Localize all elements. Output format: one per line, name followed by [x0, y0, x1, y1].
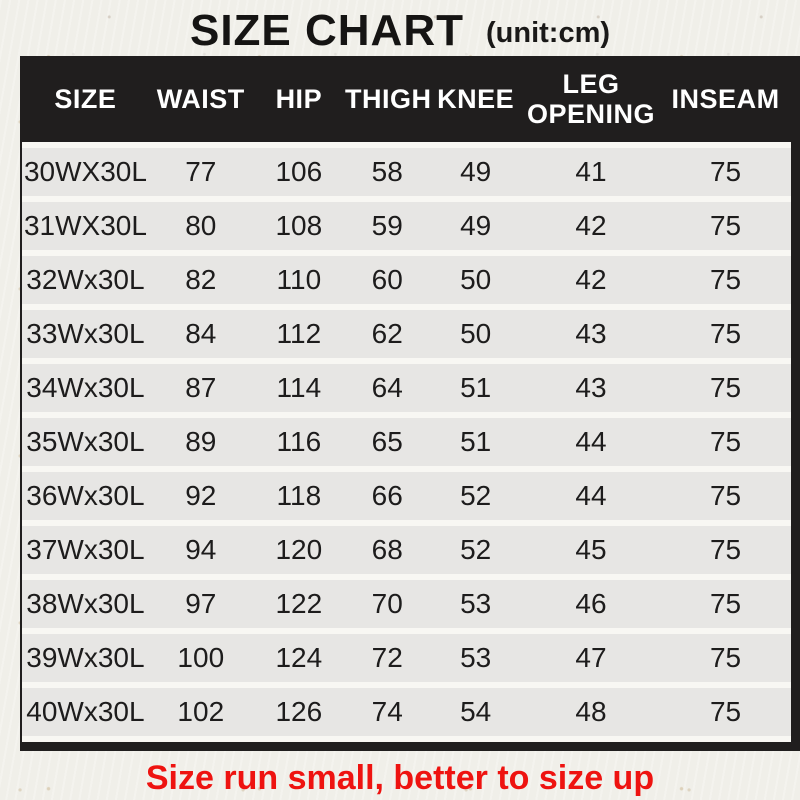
waist-cell: 100 [177, 642, 225, 673]
size-cell: 35Wx30L [26, 426, 145, 457]
thigh-cell: 66 [371, 480, 403, 511]
hip-cell: 126 [275, 696, 323, 727]
knee-cell: 52 [460, 534, 492, 565]
hip-cell: 110 [276, 264, 322, 295]
hip-cell: 116 [276, 426, 322, 457]
knee-cell: 54 [460, 696, 492, 727]
column-header-thigh: THIGH [344, 83, 432, 114]
waist-cell: 80 [185, 210, 217, 241]
thigh-cell: 64 [371, 372, 403, 403]
inseam-cell: 75 [709, 588, 742, 619]
leg-opening-cell: 47 [575, 642, 607, 673]
leg-opening-cell: 48 [575, 696, 607, 727]
waist-cell: 97 [185, 588, 217, 619]
thigh-cell: 65 [371, 426, 403, 457]
inseam-cell: 75 [709, 156, 742, 187]
table-row [22, 472, 791, 520]
inseam-cell: 75 [709, 696, 742, 727]
inseam-cell: 75 [709, 372, 742, 403]
inseam-cell: 75 [709, 480, 742, 511]
waist-cell: 89 [185, 426, 217, 457]
table-row [22, 202, 791, 250]
table-row [22, 364, 791, 412]
hip-cell: 120 [275, 534, 323, 565]
table-body [22, 142, 791, 742]
table-row [22, 418, 791, 466]
table-row [22, 256, 791, 304]
knee-cell: 51 [460, 426, 492, 457]
leg-opening-cell: 43 [575, 372, 607, 403]
table-row [22, 148, 791, 196]
waist-cell: 84 [185, 318, 217, 349]
size-cell: 30WX30L [23, 156, 147, 187]
size-cell: 34Wx30L [26, 372, 145, 403]
inseam-cell: 75 [709, 318, 742, 349]
leg-opening-cell: 44 [575, 480, 607, 511]
unit-note: (unit:cm) [485, 16, 611, 49]
inseam-cell: 75 [709, 210, 742, 241]
thigh-cell: 70 [371, 588, 403, 619]
waist-cell: 102 [177, 696, 225, 727]
knee-cell: 53 [460, 642, 492, 673]
thigh-cell: 74 [371, 696, 403, 727]
knee-cell: 49 [460, 210, 492, 241]
thigh-cell: 60 [371, 264, 403, 295]
leg-opening-cell: 41 [575, 156, 607, 187]
thigh-cell: 58 [371, 156, 403, 187]
thigh-cell: 62 [371, 318, 403, 349]
waist-cell: 94 [185, 534, 217, 565]
chart-title-row [0, 0, 800, 56]
thigh-cell: 68 [371, 534, 403, 565]
hip-cell: 114 [276, 372, 322, 403]
size-cell: 32Wx30L [26, 264, 145, 295]
thigh-cell: 59 [371, 210, 403, 241]
leg-opening-cell: 43 [575, 318, 607, 349]
leg-opening-cell: 42 [575, 210, 607, 241]
knee-cell: 50 [460, 264, 492, 295]
table-row [22, 688, 791, 736]
knee-cell: 49 [460, 156, 492, 187]
size-cell: 36Wx30L [26, 480, 145, 511]
knee-cell: 52 [460, 480, 492, 511]
size-cell: 31WX30L [23, 210, 147, 241]
size-cell: 39Wx30L [26, 642, 145, 673]
hip-cell: 108 [275, 210, 323, 241]
inseam-cell: 75 [709, 264, 742, 295]
column-header-hip: HIP [275, 83, 323, 114]
size-cell: 33Wx30L [26, 318, 145, 349]
waist-cell: 82 [185, 264, 217, 295]
table-row [22, 634, 791, 682]
hip-cell: 124 [275, 642, 323, 673]
leg-opening-cell: 42 [575, 264, 607, 295]
column-header-inseam: INSEAM [671, 83, 780, 114]
footer-note: Size run small, better to size up [145, 759, 655, 797]
waist-cell: 77 [185, 156, 217, 187]
size-table [20, 56, 800, 751]
leg-opening-cell: 46 [575, 588, 607, 619]
table-row [22, 580, 791, 628]
leg-opening-cell: 44 [575, 426, 607, 457]
inseam-cell: 75 [709, 426, 742, 457]
size-cell: 38Wx30L [26, 588, 145, 619]
knee-cell: 53 [460, 588, 492, 619]
hip-cell: 106 [275, 156, 323, 187]
hip-cell: 112 [276, 318, 322, 349]
table-row [22, 526, 791, 574]
table-header-row [22, 56, 791, 142]
thigh-cell: 72 [371, 642, 403, 673]
leg-opening-cell: 45 [575, 534, 607, 565]
column-header-leg-opening: LEG OPENING [526, 68, 656, 129]
column-header-size: SIZE [54, 83, 117, 114]
table-row [22, 310, 791, 358]
column-header-waist: WAIST [156, 83, 245, 114]
inseam-cell: 75 [709, 534, 742, 565]
size-cell: 37Wx30L [26, 534, 145, 565]
knee-cell: 50 [460, 318, 492, 349]
waist-cell: 92 [185, 480, 217, 511]
column-header-knee: KNEE [437, 83, 515, 114]
hip-cell: 118 [276, 480, 322, 511]
page-title: SIZE CHART [189, 6, 464, 55]
inseam-cell: 75 [709, 642, 742, 673]
size-cell: 40Wx30L [26, 696, 145, 727]
knee-cell: 51 [460, 372, 492, 403]
hip-cell: 122 [275, 588, 323, 619]
waist-cell: 87 [185, 372, 217, 403]
